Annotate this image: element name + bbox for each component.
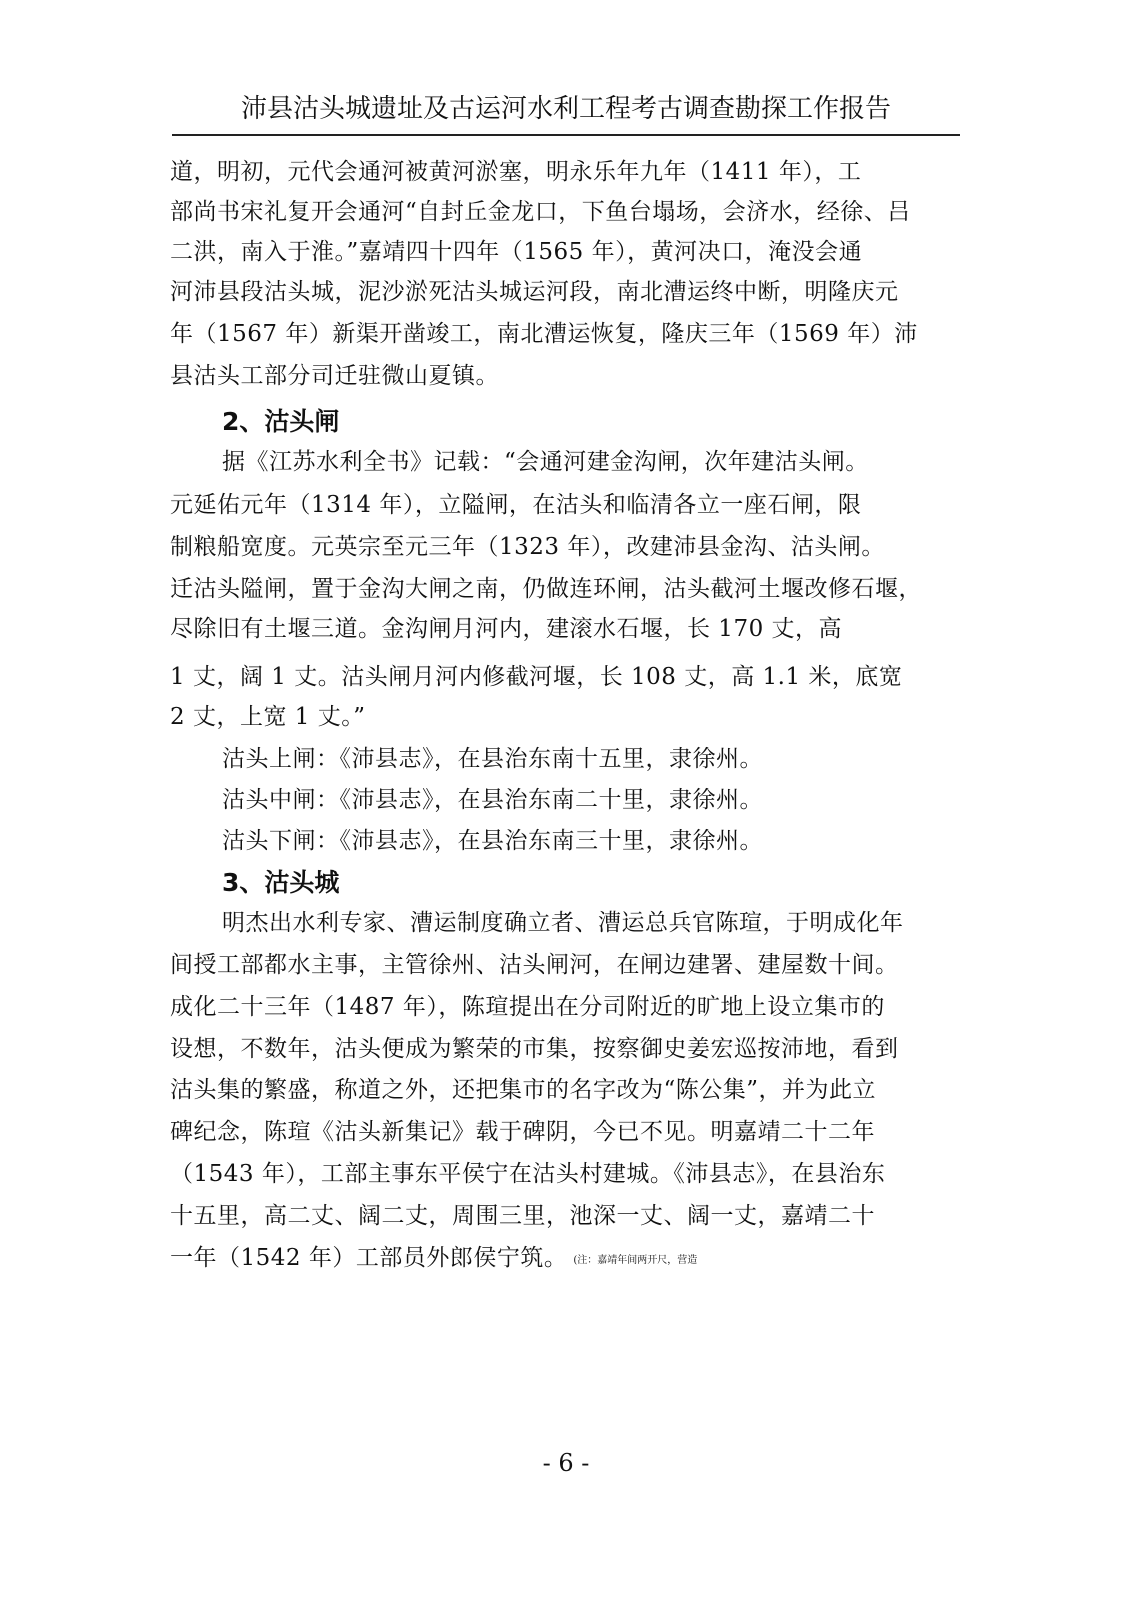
paragraph-1-line-1: 道，明初，元代会通河被黄河淤塞，明永乐年九年（1411 年），工 (170, 159, 862, 185)
sluice-entry-middle: 沽头中闸：《沛县志》，在县治东南二十里，隶徐州。 (222, 787, 763, 813)
paragraph-3-line-9 (170, 1241, 697, 1278)
paragraph-1-line-5: 年（1567 年）新渠开凿竣工，南北漕运恢复，隆庆三年（1569 年）沛 (170, 321, 918, 347)
paragraph-1-line-4: 河沛县段沽头城，泥沙淤死沽头城运河段，南北漕运终中断，明隆庆元 (170, 279, 899, 305)
paragraph-2-line-7: 2 丈，上宽 1 丈。” (170, 704, 366, 730)
paragraph-3-line-2: 间授工部都水主事，主管徐州、沽头闸河，在闸边建署、建屋数十间。 (170, 952, 899, 978)
section-heading-3: 3、沽头城 (222, 868, 340, 897)
paragraph-3-line-5: 沽头集的繁盛，称道之外，还把集市的名字改为“陈公集”，并为此立 (170, 1077, 877, 1103)
paragraph-1-line-3: 二洪，南入于淮。”嘉靖四十四年（1565 年），黄河决口，淹没会通 (170, 239, 863, 265)
paragraph-2-line-6: 1 丈，阔 1 丈。沽头闸月河内修截河堰，长 108 丈，高 1.1 米，底宽 (170, 664, 903, 690)
paragraph-2-line-5: 尽除旧有土堰三道。金沟闸月河内，建滚水石堰，长 170 丈，高 (170, 616, 843, 642)
sluice-entry-lower: 沽头下闸：《沛县志》，在县治东南三十里，隶徐州。 (222, 828, 763, 854)
section-heading-2: 2、沽头闸 (222, 407, 340, 436)
page-header-title: 沛县沽头城遗址及古运河水利工程考古调查勘探工作报告 (240, 94, 891, 124)
paragraph-2-line-2: 元延佑元年（1314 年），立隘闸，在沽头和临清各立一座石闸，限 (170, 492, 862, 518)
paragraph-3-line-8: 十五里，高二丈、阔二丈，周围三里，池深一丈、阔一丈，嘉靖二十 (170, 1203, 875, 1229)
paragraph-2-line-3: 制粮船宽度。元英宗至元三年（1323 年），改建沛县金沟、沽头闸。 (170, 534, 885, 560)
paragraph-3-line-1: 明杰出水利专家、漕运制度确立者、漕运总兵官陈瑄，于明成化年 (222, 910, 904, 936)
paragraph-1-line-6: 县沽头工部分司迁驻微山夏镇。 (170, 363, 499, 389)
page-number: - 6 - (542, 1449, 590, 1477)
paragraph-3-line-7: （1543 年），工部主事东平侯宁在沽头村建城。《沛县志》，在县治东 (170, 1161, 886, 1187)
paragraph-3-line-4: 设想，不数年，沽头便成为繁荣的市集，按察御史姜宏巡按沛地，看到 (170, 1036, 899, 1062)
sluice-entry-upper: 沽头上闸：《沛县志》，在县治东南十五里，隶徐州。 (222, 746, 763, 772)
paragraph-2-line-1: 据《江苏水利全书》记载：“会通河建金沟闸，次年建沽头闸。 (222, 449, 869, 475)
header-rule (172, 134, 960, 136)
paragraph-3-line-9-text: 一年（1542 年）工部员外郎侯宁筑。 (170, 1245, 568, 1271)
paragraph-3-line-3: 成化二十三年（1487 年），陈瑄提出在分司附近的旷地上设立集市的 (170, 994, 885, 1020)
paragraph-1-line-2: 部尚书宋礼复开会通河“自封丘金龙口，下鱼台塌场，会济水，经徐、吕 (170, 199, 911, 225)
footnote-inline: (注：嘉靖年间两开尺，营造 (573, 1255, 698, 1266)
paragraph-2-line-4: 迁沽头隘闸，置于金沟大闸之南，仍做连环闸，沽头截河土堰改修石堰， (170, 576, 922, 602)
paragraph-3-line-6: 碑纪念，陈瑄《沽头新集记》载于碑阴，今已不见。明嘉靖二十二年 (170, 1119, 875, 1145)
